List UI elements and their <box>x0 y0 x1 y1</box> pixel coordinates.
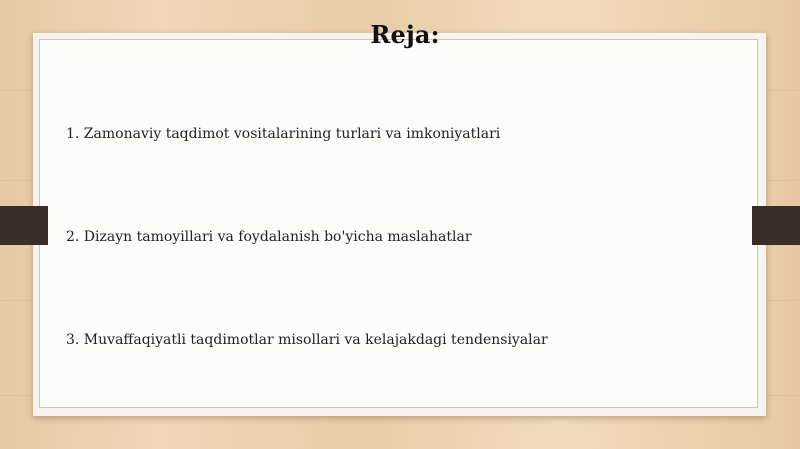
plan-item-2: 2. Dizayn tamoyillari va foydalanish bo'yicha maslahatlar <box>66 229 472 245</box>
plan-item-3: 3. Muvaffaqiyatli taqdimotlar misollari va kelajakdagi tendensiyalar <box>66 332 548 348</box>
slide-title: Reja: <box>370 20 440 49</box>
right-tab-decoration <box>752 206 800 245</box>
slide-frame <box>33 33 766 416</box>
plan-item-1: 1. Zamonaviy taqdimot vositalarining turlari va imkoniyatlari <box>66 126 501 142</box>
slide-content-area <box>39 39 758 408</box>
left-tab-decoration <box>0 206 48 245</box>
